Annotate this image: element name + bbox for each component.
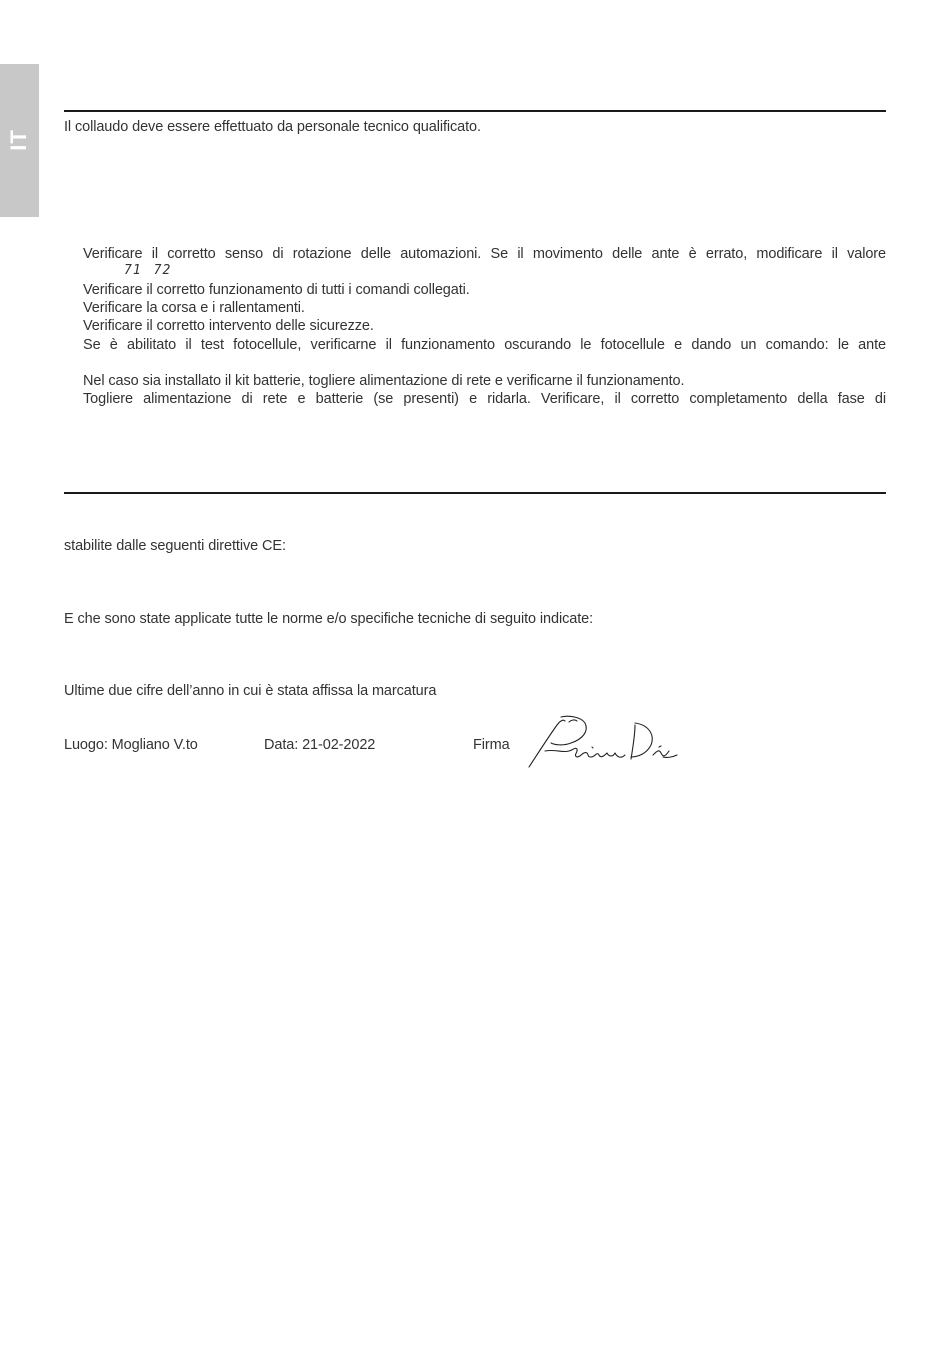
step-safety: Verificare il corretto intervento delle sicurezze.: [83, 318, 374, 334]
step-commands: Verificare il corretto funzionamento di tutti i comandi collegati.: [83, 282, 470, 298]
step-power-cycle: Togliere alimentazione di rete e batterie (se presenti) e ridarla. Verificare, il corretto completamento della fase di: [83, 391, 886, 407]
step-photocell-test: Se è abilitato il test fotocellule, verificarne il funzionamento oscurando le fotocellule e dando un comando: le ante: [83, 337, 886, 353]
step-battery-kit: Nel caso sia installato il kit batterie, togliere alimentazione di rete e verificarne il funzionamento.: [83, 373, 685, 389]
signoff-signature-label: Firma: [473, 737, 510, 753]
testing-intro: Il collaudo deve essere effettuato da personale tecnico qualificato.: [64, 119, 481, 135]
declaration-directives: stabilite dalle seguenti direttive CE:: [64, 538, 286, 554]
signoff-place: Luogo: Mogliano V.to: [64, 737, 198, 753]
section-divider-declaration: [64, 492, 886, 494]
signoff-date: Data: 21-02-2022: [264, 737, 376, 753]
declaration-standards: E che sono state applicate tutte le norme e/o specifiche tecniche di seguito indicate:: [64, 611, 594, 627]
handwritten-signature: [525, 713, 680, 771]
step-travel: Verificare la corsa e i rallentamenti.: [83, 300, 305, 316]
section-divider-top: [64, 110, 886, 112]
display-code-72: 72: [153, 263, 172, 278]
declaration-year: Ultime due cifre dell’anno in cui è stata affissa la marcatura: [64, 683, 437, 699]
display-codes: [124, 264, 183, 277]
language-tab-label: IT: [6, 129, 31, 151]
step-rotation: Verificare il corretto senso di rotazione delle automazioni. Se il movimento delle ante è errato, modificare il valore: [83, 246, 886, 262]
display-code-71: 71: [124, 263, 142, 278]
